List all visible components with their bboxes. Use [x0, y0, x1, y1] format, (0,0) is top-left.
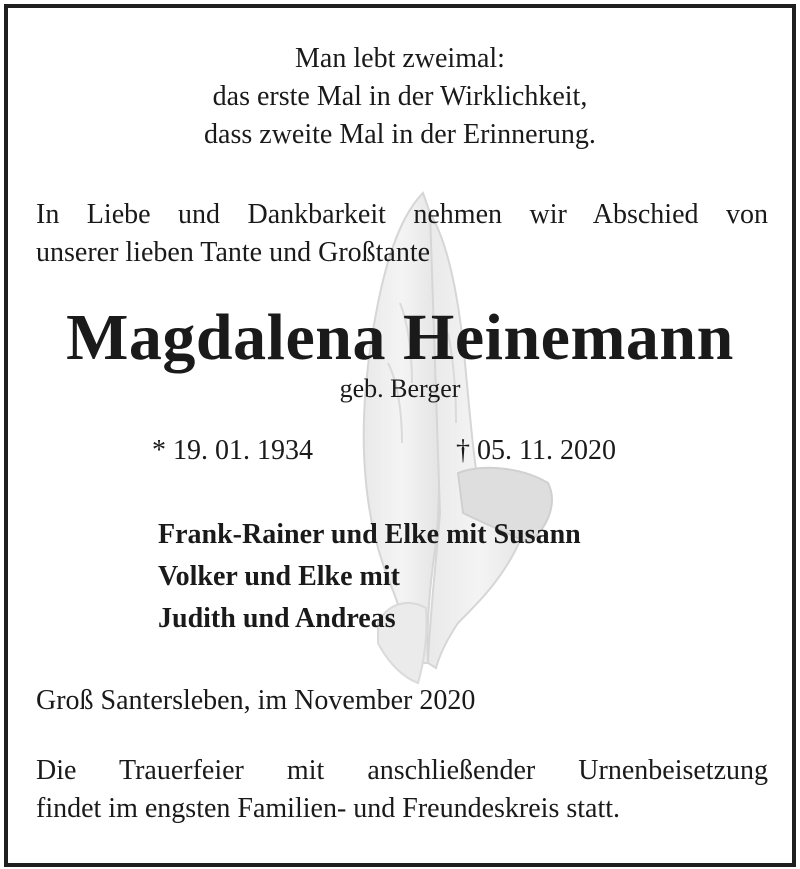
maiden-name: geb. Berger	[339, 374, 461, 403]
obituary-notice	[4, 4, 796, 867]
service-text: Die Trauerfeier mit anschließender Urnenbeisetzung	[36, 755, 768, 786]
place-date: Groß Santersleben, im November 2020	[36, 685, 476, 716]
verse-line: das erste Mal in der Wirklichkeit,	[212, 81, 588, 112]
service-text: findet im engsten Familien- und Freundeskreis statt.	[36, 793, 621, 824]
mourner-line: Volker und Elke mit	[158, 561, 400, 592]
verse-line: Man lebt zweimal:	[295, 43, 505, 74]
mourner-line: Judith und Andreas	[158, 603, 396, 634]
deceased-name: Magdalena Heinemann	[66, 301, 734, 374]
intro-text: In Liebe und Dankbarkeit nehmen wir Abschied von	[36, 199, 768, 230]
intro-text: unserer lieben Tante und Großtante	[36, 237, 431, 268]
verse-line: dass zweite Mal in der Erinnerung.	[204, 119, 596, 150]
death-date: † 05. 11. 2020	[456, 435, 616, 466]
birth-date: * 19. 01. 1934	[152, 435, 313, 466]
mourner-line: Frank-Rainer und Elke mit Susann	[158, 519, 581, 550]
